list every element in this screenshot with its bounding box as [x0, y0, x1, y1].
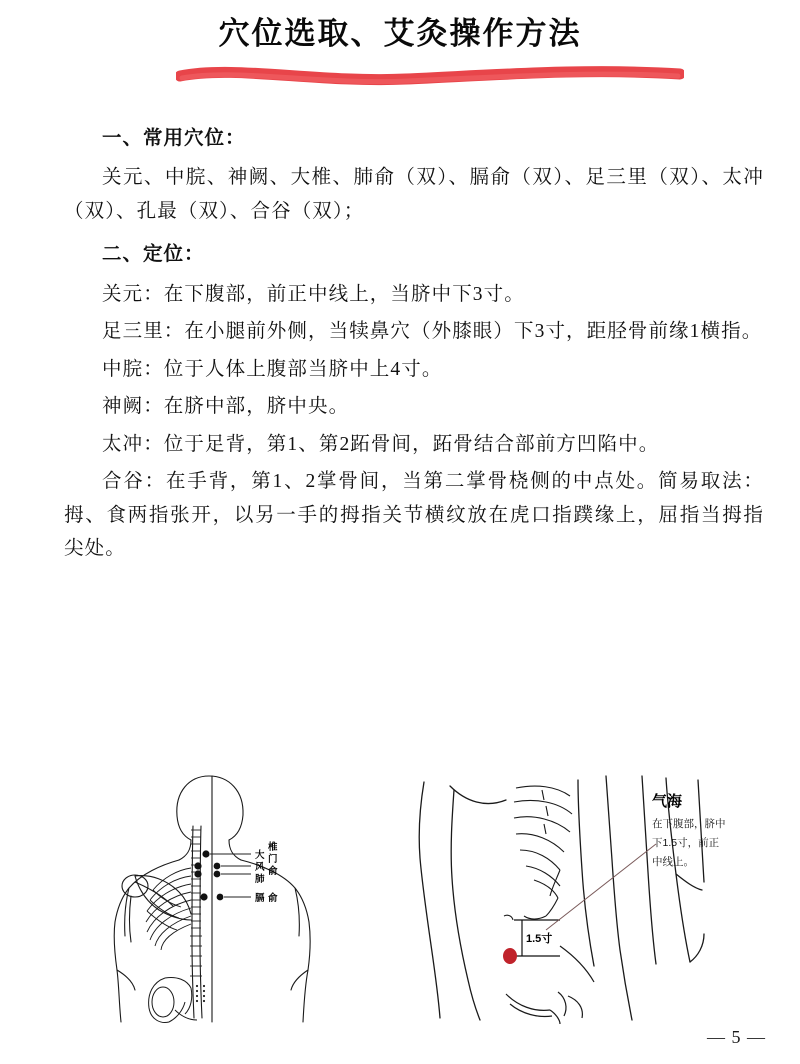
acupoint-dot-dazhui [202, 850, 209, 857]
navel-mark [504, 915, 513, 920]
paragraph-taichong: 太冲：位于足背，第1、第2跖骨间，跖骨结合部前方凹陷中。 [102, 433, 660, 455]
page-title: 穴位选取、艾灸操作方法 [218, 16, 582, 51]
annotation-line-3: 中线上。 [652, 856, 694, 868]
acupoint-dot-fengmen-left [194, 862, 201, 869]
section-heading-common-points: 一、常用穴位： [102, 127, 246, 149]
paragraph-common-points: 关元、中脘、神阙、大椎、肺俞（双）、膈俞（双）、足三里（双）、太冲（双）、孔最（双）、合谷（双）； [64, 167, 764, 222]
acupoint-dot-feishu-left [194, 870, 201, 877]
label-geshu-char2: 俞 [268, 893, 278, 904]
acupoint-dot-feishu-right [214, 871, 221, 878]
paragraph-zusanli: 足三里：在小腿前外侧，当犊鼻穴（外膝眼）下3寸，距胫骨前缘1横指。 [102, 321, 763, 343]
paragraph-shenque: 神阙：在脐中部，脐中央。 [102, 396, 350, 418]
figure-left-labels [255, 841, 278, 904]
title-block [0, 16, 800, 52]
document-body [64, 124, 764, 570]
paragraph-hegu: 合谷：在手背，第1、2掌骨间，当第二掌骨桡侧的中点处。简易取法：拇、食两指张开，以另一手的拇指关节横纹放在虎口指蹼缘上，屈指当拇指尖处。 [64, 471, 764, 560]
annotation-line-2: 下1.5寸，前正 [652, 837, 720, 849]
figure-abdomen-qihai [410, 770, 770, 1025]
label-dazhui-char2: 椎 [268, 842, 278, 853]
label-feishu-char2: 俞 [268, 866, 278, 877]
annotation-title: 气海 [652, 793, 683, 810]
measure-label: 1.5寸 [526, 933, 553, 945]
paragraph-guanyuan: 关元：在下腹部，前正中线上，当脐中下3寸。 [102, 283, 525, 305]
label-fengmen-char2: 门 [268, 854, 278, 865]
label-fengmen-char1: 风 [255, 862, 265, 873]
title-underline-highlight [176, 62, 684, 92]
annotation-line-1: 在下腹部，脐中 [652, 818, 726, 830]
section-heading-location: 二、定位： [102, 243, 205, 266]
label-geshu-char1: 膈 [255, 893, 265, 904]
label-feishu-char1: 肺 [255, 874, 265, 885]
annotation-leader-line [546, 844, 656, 930]
label-dazhui-char1: 大 [255, 850, 265, 861]
page-number: — 5 — [707, 1027, 766, 1047]
acupoint-dot-geshu-right [217, 894, 224, 901]
acupoint-dot-fengmen-right [214, 863, 221, 870]
annotation-qihai [652, 792, 726, 868]
acupoint-dot-qihai [503, 948, 517, 964]
paragraph-zhongwan: 中脘：位于人体上腹部当脐中上4寸。 [102, 358, 443, 380]
figure-back-acupoints [105, 770, 340, 1025]
acupoint-dot-geshu-left [200, 893, 207, 900]
figure-row [0, 770, 800, 1030]
